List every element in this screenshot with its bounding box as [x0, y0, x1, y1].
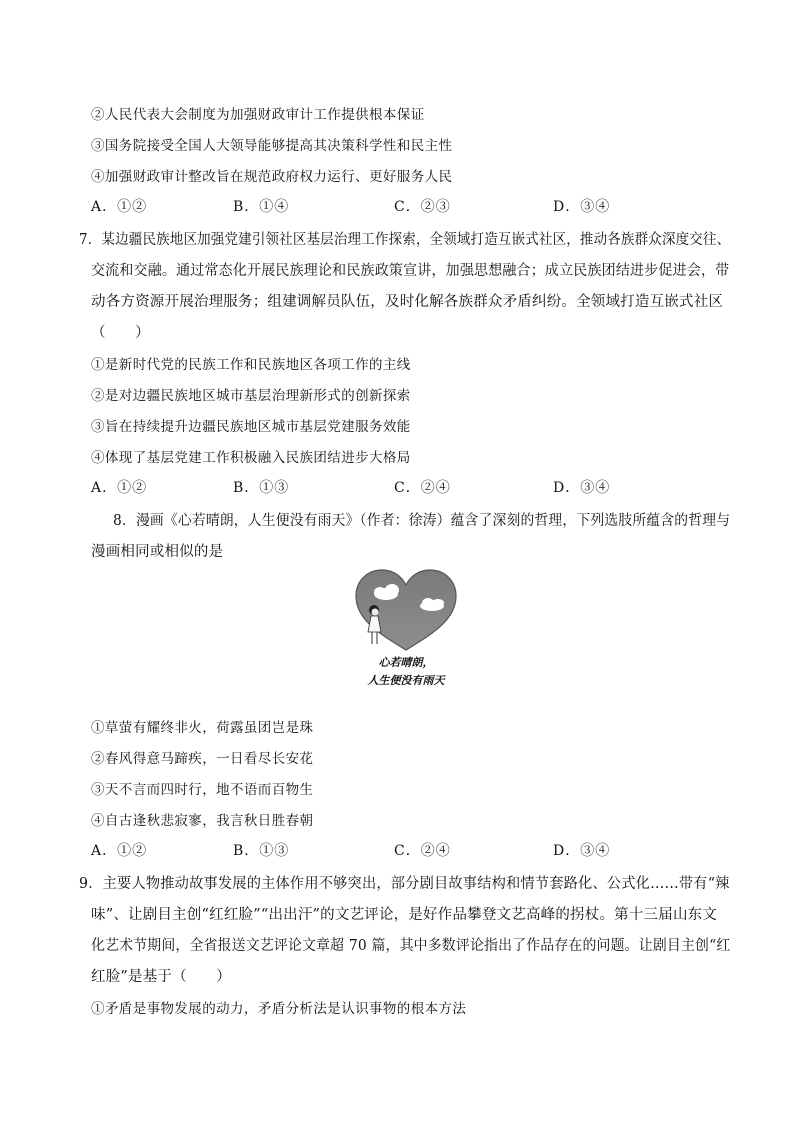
q7-stem-line-1: 7．某边疆民族地区加强党建引领社区基层治理工作探索，全领域打造互嵌式社区，推动各族群众深度交往、 — [79, 232, 731, 248]
q7-stem-line-3: 动各方资源开展治理服务；组建调解员队伍，及时化解各族群众矛盾纠纷。全领域打造互嵌式社区 — [91, 294, 724, 310]
q9-stem-line-3: 化艺术节期间，全省报送文艺评论文章超 70 篇，其中多数评论指出了作品存在的问题。让剧目主创“红 — [91, 938, 731, 954]
q8-option-4: ④自古逢秋悲寂寥，我言秋日胜春朝 — [91, 813, 314, 829]
q6-choice-a: A．①② — [91, 199, 148, 215]
q8-choice-c: C．②④ — [394, 843, 451, 859]
cartoon-caption — [350, 654, 462, 690]
q9-stem-line-1: 9．主要人物推动故事发展的主体作用不够突出，部分剧目故事结构和情节套路化、公式化……带有“辣 — [79, 876, 730, 892]
q8-choice-a: A．①② — [91, 843, 148, 859]
q8-choice-d: D．③④ — [553, 843, 611, 859]
q6-choice-b: B．①④ — [233, 199, 290, 215]
q9-stem-line-2: 味”、让剧目主创“红红脸”“出出汗”的文艺评论，是好作品攀登文艺高峰的拐杖。第十三届山东文 — [91, 907, 718, 923]
q8-option-2: ②春风得意马蹄疾，一日看尽长安花 — [91, 751, 314, 767]
q7-option-4: ④体现了基层党建工作积极融入民族团结进步大格局 — [91, 450, 411, 466]
q7-stem-line-2: 交流和交融。通过常态化开展民族理论和民族政策宣讲，加强思想融合；成立民族团结进步促进会，带 — [91, 263, 730, 279]
q8-stem-line-2: 漫画相同或相似的是 — [91, 544, 224, 560]
q6-choice-d: D．③④ — [553, 199, 611, 215]
caption-line-2: 人生便没有雨天 — [367, 674, 445, 687]
q8-option-3: ③天不言而四时行，地不语而百物生 — [91, 782, 314, 798]
q7-choice-c: C．②④ — [394, 480, 451, 496]
q8-stem-line-1: 8．漫画《心若晴朗，人生便没有雨天》（作者：徐涛）蕴含了深刻的哲理，下列选肢所蕴含的哲理与 — [113, 513, 731, 529]
q9-option-1: ①矛盾是事物发展的动力，矛盾分析法是认识事物的根本方法 — [91, 1001, 467, 1017]
q7-choice-a: A．①② — [91, 480, 148, 496]
q6-option-2: ②人民代表大会制度为加强财政审计工作提供根本保证 — [91, 107, 425, 123]
q7-option-3: ③旨在持续提升边疆民族地区城市基层党建服务效能 — [91, 419, 411, 435]
q7-option-2: ②是对边疆民族地区城市基层治理新形式的创新探索 — [91, 388, 411, 404]
q7-choice-b: B．①③ — [233, 480, 290, 496]
q9-stem-line-4: 红脸”是基于（ ） — [91, 969, 231, 985]
q6-choice-c: C．②③ — [394, 199, 451, 215]
q8-choice-b: B．①③ — [233, 843, 290, 859]
q6-option-3: ③国务院接受全国人大领导能够提高其决策科学性和民主性 — [91, 138, 453, 154]
q7-answer-blank: （ ） — [91, 325, 150, 341]
cloud-right — [420, 598, 444, 611]
q7-option-1: ①是新时代党的民族工作和民族地区各项工作的主线 — [91, 357, 411, 373]
q8-option-1: ①草萤有耀终非火，荷露虽团岂是珠 — [91, 720, 314, 736]
caption-line-1: 心若晴朗， — [378, 656, 434, 669]
q7-choice-d: D．③④ — [553, 480, 611, 496]
q6-option-4: ④加强财政审计整改旨在规范政府权力运行、更好服务人民 — [91, 169, 453, 185]
